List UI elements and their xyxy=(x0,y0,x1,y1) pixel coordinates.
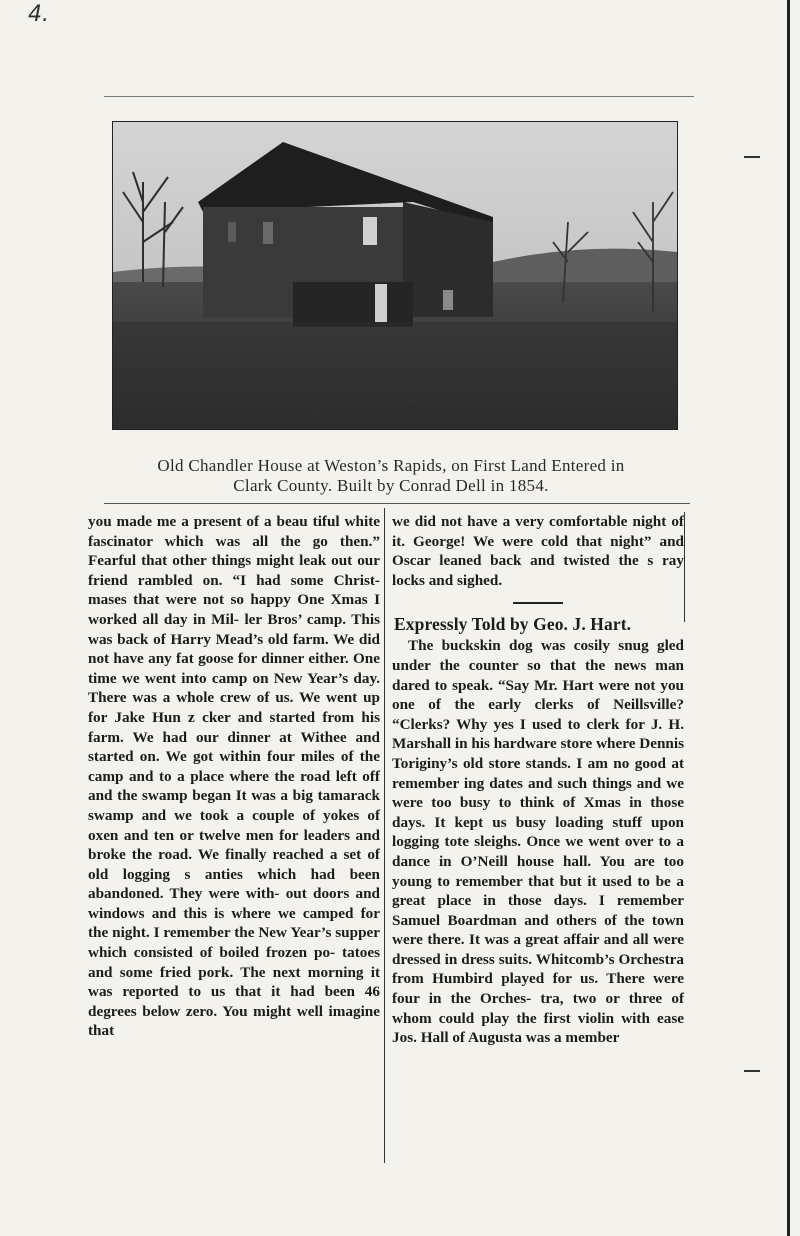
continuation-text: we did not have a very comfortable night of it. George! We were cold that night” and Oscar leaned back and twisted the s ray locks and sighed. xyxy=(392,513,684,589)
page-number: 4. xyxy=(28,2,49,27)
article-body: The buckskin dog was cosily snug gled under the counter so that the news man dared to speak. “Say Mr. Hart were not you one of the early clerks of Neillsville? “Clerks? Why yes I used to clerk for J. H. Marshall in his hardware store where Dennis Toriginy’s old store stands. I am no good at remember ing dates and such things and we were too busy to think of Xmas in those days. It kept us busy loading stuff upon logging tote sleighs. Once we went over to a dance in O’Neill house hall. You are too young to remember that but it used to be a great place in those days. I remember Samuel Boardman and others of the town were there. It was a great affair and all were dressed in dress suits. Whitcomb’s Orchestra from Humbird played for us. There were four in the Orches- tra, two or three of whom could play the first violin with ease Jos. Hall of Augusta was a member xyxy=(392,637,684,1047)
caption-line-2: Clark County. Built by Conrad Dell in 1854. xyxy=(233,476,549,495)
left-column-text: you made me a present of a beau tiful white fascinator which was all the go then.” Fearful that other things might leak out our friend rambled on. “I had some Christ- mases that were not so happy One Xmas I worked all day in Mil- ler Bros’ camp. This was back of Harry Mead’s old farm. We did not have any fat goose for dinner either. One time we went into camp on New Year’s day. There was a whole crew of us. We went up for Jake Hun z cker and started from his farm. We had our dinner at Withee and started on. We got within four miles of the camp and to a place where the road left off and the swamp began It was a big tamarack swamp and we took a couple of yokes of oxen and ten or twelve men for leaders and broke the road. We finally reached a set of old logging s anties which had been abandoned. They were with- out doors and windows and this is where we camped for the night. I remember the New Year’s supper which consisted of boiled frozen po- tatoes and some fried pork. The next morning it was reported to us that it had been 46 degrees below zero. You might well imagine that xyxy=(88,513,380,1040)
photo-caption xyxy=(104,456,678,496)
article-headline: Expressly Told by Geo. J. Hart. xyxy=(394,614,632,635)
column-divider xyxy=(384,508,385,1163)
top-rule xyxy=(104,96,694,97)
left-column xyxy=(88,512,380,1041)
section-divider xyxy=(513,602,563,604)
edge-mark-bottom xyxy=(744,1070,760,1072)
house-photo xyxy=(112,121,678,430)
page-edge-border xyxy=(787,0,790,1236)
caption-rule xyxy=(104,503,690,504)
column-border-right xyxy=(684,512,685,622)
edge-mark-top xyxy=(744,156,760,158)
caption-line-1: Old Chandler House at Weston’s Rapids, on First Land Entered in xyxy=(157,456,625,475)
right-column xyxy=(392,512,684,1048)
